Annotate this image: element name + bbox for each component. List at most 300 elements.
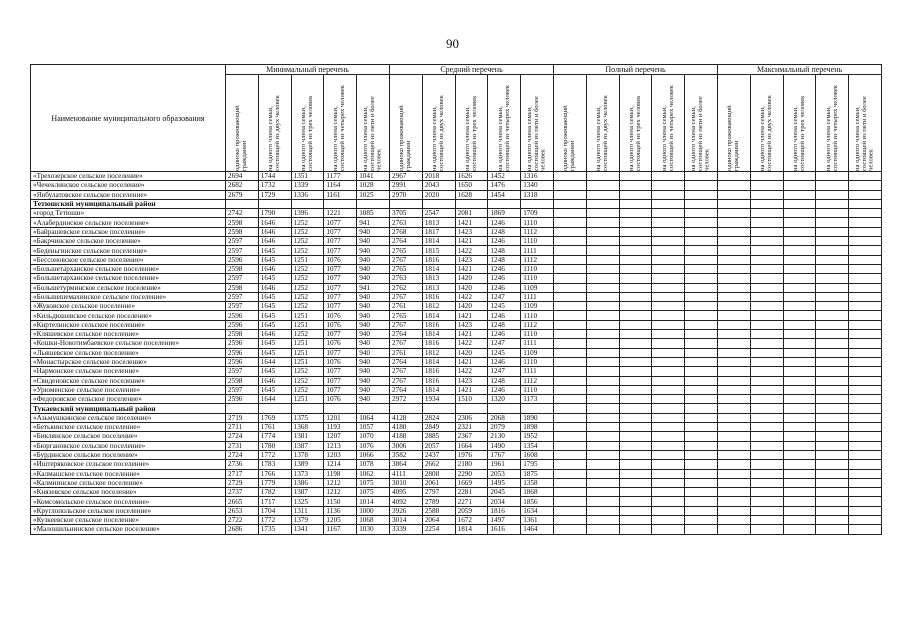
empty-cell — [750, 320, 783, 329]
value-cell: 2034 — [488, 497, 521, 506]
empty-cell — [554, 330, 587, 339]
value-cell: 1247 — [488, 367, 521, 376]
value-cell: 941 — [357, 218, 390, 227]
subcolumn-header-label: на одного члена семьи, состоящей из пяти и более человек — [689, 96, 711, 171]
empty-cell — [455, 404, 488, 413]
value-cell: 2767 — [390, 376, 423, 385]
empty-cell — [554, 339, 587, 348]
empty-cell — [586, 413, 619, 422]
table-row — [31, 209, 882, 218]
value-cell: 1076 — [324, 357, 357, 366]
value-cell: 1078 — [357, 460, 390, 469]
value-cell: 1423 — [455, 320, 488, 329]
value-cell: 1214 — [324, 460, 357, 469]
empty-cell — [390, 199, 423, 208]
municipality-name: «Байрашевское сельское поселение» — [31, 227, 226, 236]
empty-cell — [750, 311, 783, 320]
value-cell: 1251 — [291, 357, 324, 366]
value-cell: 1813 — [422, 218, 455, 227]
table-row — [31, 497, 882, 506]
empty-cell — [685, 469, 718, 478]
empty-cell — [849, 283, 882, 292]
value-cell: 3010 — [390, 478, 423, 487]
municipality-name: «Комсомольское сельское поселение» — [31, 497, 226, 506]
subcolumn-header — [783, 75, 816, 172]
table-row — [31, 283, 882, 292]
empty-cell — [718, 255, 751, 264]
empty-cell — [324, 404, 357, 413]
value-cell: 2547 — [422, 209, 455, 218]
value-cell: 1387 — [291, 488, 324, 497]
value-cell: 1386 — [291, 478, 324, 487]
subcolumn-header-label: на одного члена семьи, состоящей из трех человек — [299, 95, 314, 171]
value-cell: 1645 — [258, 385, 291, 394]
empty-cell — [750, 246, 783, 255]
value-cell: 1704 — [258, 506, 291, 515]
value-cell: 1207 — [324, 432, 357, 441]
empty-cell — [586, 515, 619, 524]
value-cell: 2596 — [226, 255, 259, 264]
value-cell: 1212 — [324, 488, 357, 497]
subcolumn-header — [226, 75, 259, 172]
empty-cell — [685, 357, 718, 366]
empty-cell — [554, 404, 587, 413]
value-cell: 1077 — [324, 376, 357, 385]
value-cell: 2767 — [390, 255, 423, 264]
empty-cell — [750, 357, 783, 366]
empty-cell — [816, 395, 849, 404]
value-cell: 2761 — [390, 302, 423, 311]
empty-cell — [291, 199, 324, 208]
empty-cell — [554, 385, 587, 394]
value-cell: 2053 — [488, 469, 521, 478]
empty-cell — [554, 441, 587, 450]
empty-cell — [685, 283, 718, 292]
table-row — [31, 441, 882, 450]
value-cell: 1814 — [422, 264, 455, 273]
value-cell: 1368 — [291, 423, 324, 432]
value-cell: 1812 — [422, 348, 455, 357]
empty-cell — [783, 264, 816, 273]
empty-cell — [258, 199, 291, 208]
value-cell: 1112 — [521, 227, 554, 236]
value-cell: 1247 — [488, 339, 521, 348]
empty-cell — [652, 311, 685, 320]
value-cell: 1076 — [324, 255, 357, 264]
empty-cell — [652, 330, 685, 339]
value-cell: 1961 — [488, 460, 521, 469]
value-cell: 940 — [357, 330, 390, 339]
value-cell: 1645 — [258, 339, 291, 348]
empty-cell — [849, 311, 882, 320]
table-row — [31, 376, 882, 385]
empty-cell — [554, 199, 587, 208]
empty-cell — [554, 357, 587, 366]
empty-cell — [783, 497, 816, 506]
empty-cell — [488, 404, 521, 413]
value-cell: 1616 — [488, 525, 521, 534]
value-cell: 1646 — [258, 237, 291, 246]
table-row — [31, 432, 882, 441]
empty-cell — [685, 181, 718, 190]
empty-cell — [586, 218, 619, 227]
value-cell: 1205 — [324, 515, 357, 524]
empty-cell — [554, 246, 587, 255]
empty-cell — [816, 478, 849, 487]
empty-cell — [554, 469, 587, 478]
empty-cell — [554, 227, 587, 236]
value-cell: 2737 — [226, 488, 259, 497]
empty-cell — [586, 320, 619, 329]
empty-cell — [718, 441, 751, 450]
value-cell: 2596 — [226, 339, 259, 348]
value-cell: 3926 — [390, 506, 423, 515]
value-cell: 2765 — [390, 311, 423, 320]
empty-cell — [619, 292, 652, 301]
empty-cell — [849, 376, 882, 385]
empty-cell — [685, 274, 718, 283]
value-cell: 1422 — [455, 339, 488, 348]
value-cell: 1795 — [521, 460, 554, 469]
empty-cell — [685, 320, 718, 329]
empty-cell — [849, 460, 882, 469]
empty-cell — [849, 199, 882, 208]
empty-cell — [718, 515, 751, 524]
value-cell: 1373 — [291, 469, 324, 478]
empty-cell — [849, 423, 882, 432]
empty-cell — [586, 423, 619, 432]
empty-cell — [685, 246, 718, 255]
empty-cell — [586, 209, 619, 218]
value-cell: 2596 — [226, 320, 259, 329]
subcolumn-header-label: на одного члена семьи, состоящей из четырех человек — [332, 85, 347, 171]
value-cell: 1646 — [258, 283, 291, 292]
value-cell: 1361 — [521, 515, 554, 524]
group-min: Минимальный перечень — [226, 65, 390, 75]
empty-cell — [849, 357, 882, 366]
empty-cell — [718, 292, 751, 301]
value-cell: 1782 — [258, 488, 291, 497]
value-cell: 2437 — [422, 450, 455, 459]
municipality-name: «Бессоновское сельское поселение» — [31, 255, 226, 264]
value-cell: 2271 — [455, 497, 488, 506]
value-cell: 1112 — [521, 320, 554, 329]
empty-cell — [783, 488, 816, 497]
empty-cell — [652, 497, 685, 506]
section-row — [31, 199, 882, 208]
subcolumn-header-label: на одного члена семьи, состоящей из пяти и более человек — [853, 96, 875, 171]
empty-cell — [685, 404, 718, 413]
value-cell: 2970 — [390, 190, 423, 199]
value-cell: 2724 — [226, 432, 259, 441]
subcolumn-header-label: на одного члена семьи, состоящей из двух человек — [266, 95, 281, 171]
empty-cell — [816, 199, 849, 208]
value-cell: 1077 — [324, 237, 357, 246]
empty-cell — [652, 367, 685, 376]
empty-cell — [849, 413, 882, 422]
empty-cell — [554, 525, 587, 534]
empty-cell — [750, 441, 783, 450]
empty-cell — [619, 432, 652, 441]
value-cell: 1341 — [291, 525, 324, 534]
municipality-name: «Кошки-Новотимбаевское сельское поселение» — [31, 339, 226, 348]
value-cell: 1246 — [488, 283, 521, 292]
value-cell: 1358 — [521, 478, 554, 487]
value-cell: 2768 — [390, 227, 423, 236]
table-row — [31, 506, 882, 515]
table-row — [31, 478, 882, 487]
value-cell: 940 — [357, 376, 390, 385]
value-cell: 2764 — [390, 237, 423, 246]
subcolumn-header — [258, 75, 291, 172]
table-row — [31, 237, 882, 246]
table-row — [31, 339, 882, 348]
value-cell: 2682 — [226, 181, 259, 190]
empty-cell — [849, 339, 882, 348]
subcolumn-header — [816, 75, 849, 172]
empty-cell — [554, 292, 587, 301]
empty-cell — [718, 227, 751, 236]
empty-cell — [718, 357, 751, 366]
table-row — [31, 515, 882, 524]
empty-cell — [586, 478, 619, 487]
empty-cell — [619, 450, 652, 459]
empty-cell — [783, 190, 816, 199]
value-cell: 2597 — [226, 292, 259, 301]
empty-cell — [718, 330, 751, 339]
empty-cell — [718, 376, 751, 385]
empty-cell — [750, 404, 783, 413]
value-cell: 2597 — [226, 302, 259, 311]
empty-cell — [619, 515, 652, 524]
value-cell: 1246 — [488, 274, 521, 283]
empty-cell — [750, 423, 783, 432]
municipality-name: «Бурдинское сельское поселение» — [31, 450, 226, 459]
empty-cell — [652, 460, 685, 469]
empty-cell — [750, 172, 783, 181]
empty-cell — [783, 478, 816, 487]
empty-cell — [619, 218, 652, 227]
empty-cell — [849, 515, 882, 524]
empty-cell — [849, 237, 882, 246]
value-cell: 1246 — [488, 218, 521, 227]
value-cell: 1628 — [455, 190, 488, 199]
value-cell: 2824 — [422, 413, 455, 422]
value-cell: 1110 — [521, 357, 554, 366]
value-cell: 1248 — [488, 246, 521, 255]
empty-cell — [750, 255, 783, 264]
value-cell: 2719 — [226, 413, 259, 422]
municipality-name: «Бюргановское сельское поселение» — [31, 441, 226, 450]
value-cell: 1075 — [357, 488, 390, 497]
value-cell: 4180 — [390, 423, 423, 432]
empty-cell — [521, 199, 554, 208]
empty-cell — [718, 339, 751, 348]
value-cell: 1421 — [455, 385, 488, 394]
value-cell: 1339 — [291, 181, 324, 190]
value-cell: 1252 — [291, 385, 324, 394]
value-cell: 1251 — [291, 255, 324, 264]
value-cell: 1934 — [422, 395, 455, 404]
subcolumn-header-label: на одного члена семьи, состоящей из четырех человек — [660, 85, 675, 171]
value-cell: 1423 — [455, 255, 488, 264]
empty-cell — [816, 264, 849, 273]
value-cell: 1645 — [258, 274, 291, 283]
empty-cell — [816, 246, 849, 255]
empty-cell — [586, 172, 619, 181]
empty-cell — [652, 395, 685, 404]
subcolumn-header — [422, 75, 455, 172]
value-cell: 1814 — [455, 525, 488, 534]
value-cell: 4188 — [390, 432, 423, 441]
empty-cell — [554, 460, 587, 469]
empty-cell — [816, 330, 849, 339]
empty-cell — [783, 413, 816, 422]
empty-cell — [718, 218, 751, 227]
value-cell: 1645 — [258, 311, 291, 320]
value-cell: 2662 — [422, 460, 455, 469]
value-cell: 2767 — [390, 367, 423, 376]
value-cell: 1252 — [291, 227, 324, 236]
empty-cell — [619, 172, 652, 181]
municipality-name: «Азьмушкинское сельское поселение» — [31, 413, 226, 422]
empty-cell — [849, 190, 882, 199]
table-row — [31, 413, 882, 422]
table-row — [31, 320, 882, 329]
municipality-name: «Федоровское сельское поселение» — [31, 395, 226, 404]
value-cell: 1626 — [455, 172, 488, 181]
value-cell: 1246 — [488, 357, 521, 366]
empty-cell — [685, 488, 718, 497]
empty-cell — [586, 506, 619, 515]
value-cell: 1109 — [521, 348, 554, 357]
empty-cell — [783, 302, 816, 311]
empty-cell — [849, 181, 882, 190]
empty-cell — [455, 199, 488, 208]
empty-cell — [816, 497, 849, 506]
empty-cell — [849, 478, 882, 487]
table-row — [31, 385, 882, 394]
empty-cell — [783, 330, 816, 339]
empty-cell — [619, 283, 652, 292]
value-cell: 1248 — [488, 255, 521, 264]
value-cell: 940 — [357, 311, 390, 320]
empty-cell — [685, 209, 718, 218]
empty-cell — [619, 255, 652, 264]
empty-cell — [685, 339, 718, 348]
empty-cell — [554, 218, 587, 227]
empty-cell — [783, 227, 816, 236]
value-cell: 1251 — [291, 320, 324, 329]
value-cell: 1816 — [422, 367, 455, 376]
municipality-name: «Бетькинское сельское поселение» — [31, 423, 226, 432]
empty-cell — [750, 209, 783, 218]
empty-cell — [685, 172, 718, 181]
empty-cell — [816, 515, 849, 524]
municipality-name: «Трехозерское сельское поселение» — [31, 172, 226, 181]
value-cell: 1772 — [258, 450, 291, 459]
subcolumn-header-label: на одного члена семьи, состоящей из двух человек — [430, 95, 445, 171]
empty-cell — [619, 264, 652, 273]
empty-cell — [750, 339, 783, 348]
value-cell: 1389 — [291, 460, 324, 469]
municipality-name: «Калмашское сельское поселение» — [31, 469, 226, 478]
empty-cell — [619, 385, 652, 394]
subcolumn-header — [390, 75, 423, 172]
value-cell: 1077 — [324, 385, 357, 394]
empty-cell — [685, 413, 718, 422]
empty-cell — [619, 199, 652, 208]
value-cell: 1077 — [324, 246, 357, 255]
value-cell: 2764 — [390, 357, 423, 366]
empty-cell — [783, 283, 816, 292]
value-cell: 2717 — [226, 469, 259, 478]
empty-cell — [750, 395, 783, 404]
value-cell: 2059 — [455, 506, 488, 515]
value-cell: 1812 — [422, 302, 455, 311]
empty-cell — [586, 302, 619, 311]
empty-cell — [685, 348, 718, 357]
empty-cell — [750, 348, 783, 357]
empty-cell — [586, 348, 619, 357]
empty-cell — [816, 283, 849, 292]
value-cell: 1717 — [258, 497, 291, 506]
empty-cell — [816, 255, 849, 264]
empty-cell — [619, 413, 652, 422]
empty-cell — [750, 478, 783, 487]
empty-cell — [718, 525, 751, 534]
empty-cell — [718, 190, 751, 199]
value-cell: 4128 — [390, 413, 423, 422]
value-cell: 1112 — [521, 376, 554, 385]
value-cell: 2598 — [226, 283, 259, 292]
empty-cell — [783, 181, 816, 190]
value-cell: 1077 — [324, 218, 357, 227]
value-cell: 1221 — [324, 209, 357, 218]
value-cell: 1645 — [258, 367, 291, 376]
value-cell: 2281 — [455, 488, 488, 497]
value-cell: 1311 — [291, 506, 324, 515]
empty-cell — [619, 302, 652, 311]
value-cell: 1495 — [488, 478, 521, 487]
value-cell: 1161 — [324, 190, 357, 199]
empty-cell — [685, 190, 718, 199]
value-cell: 1769 — [258, 413, 291, 422]
municipality-name: «Чечеклинское сельское поселение» — [31, 181, 226, 190]
empty-cell — [849, 320, 882, 329]
value-cell: 2808 — [422, 469, 455, 478]
value-cell: 1644 — [258, 357, 291, 366]
empty-cell — [816, 367, 849, 376]
value-cell: 940 — [357, 255, 390, 264]
value-cell: 1245 — [488, 302, 521, 311]
value-cell: 1252 — [291, 283, 324, 292]
value-cell: 2679 — [226, 190, 259, 199]
value-cell: 1077 — [324, 330, 357, 339]
empty-cell — [586, 469, 619, 478]
empty-cell — [750, 292, 783, 301]
value-cell: 1076 — [324, 339, 357, 348]
value-cell: 1816 — [422, 292, 455, 301]
empty-cell — [652, 283, 685, 292]
table-row — [31, 218, 882, 227]
value-cell: 1251 — [291, 395, 324, 404]
empty-cell — [652, 469, 685, 478]
empty-cell — [685, 395, 718, 404]
empty-cell — [226, 199, 259, 208]
value-cell: 1351 — [291, 172, 324, 181]
empty-cell — [554, 311, 587, 320]
